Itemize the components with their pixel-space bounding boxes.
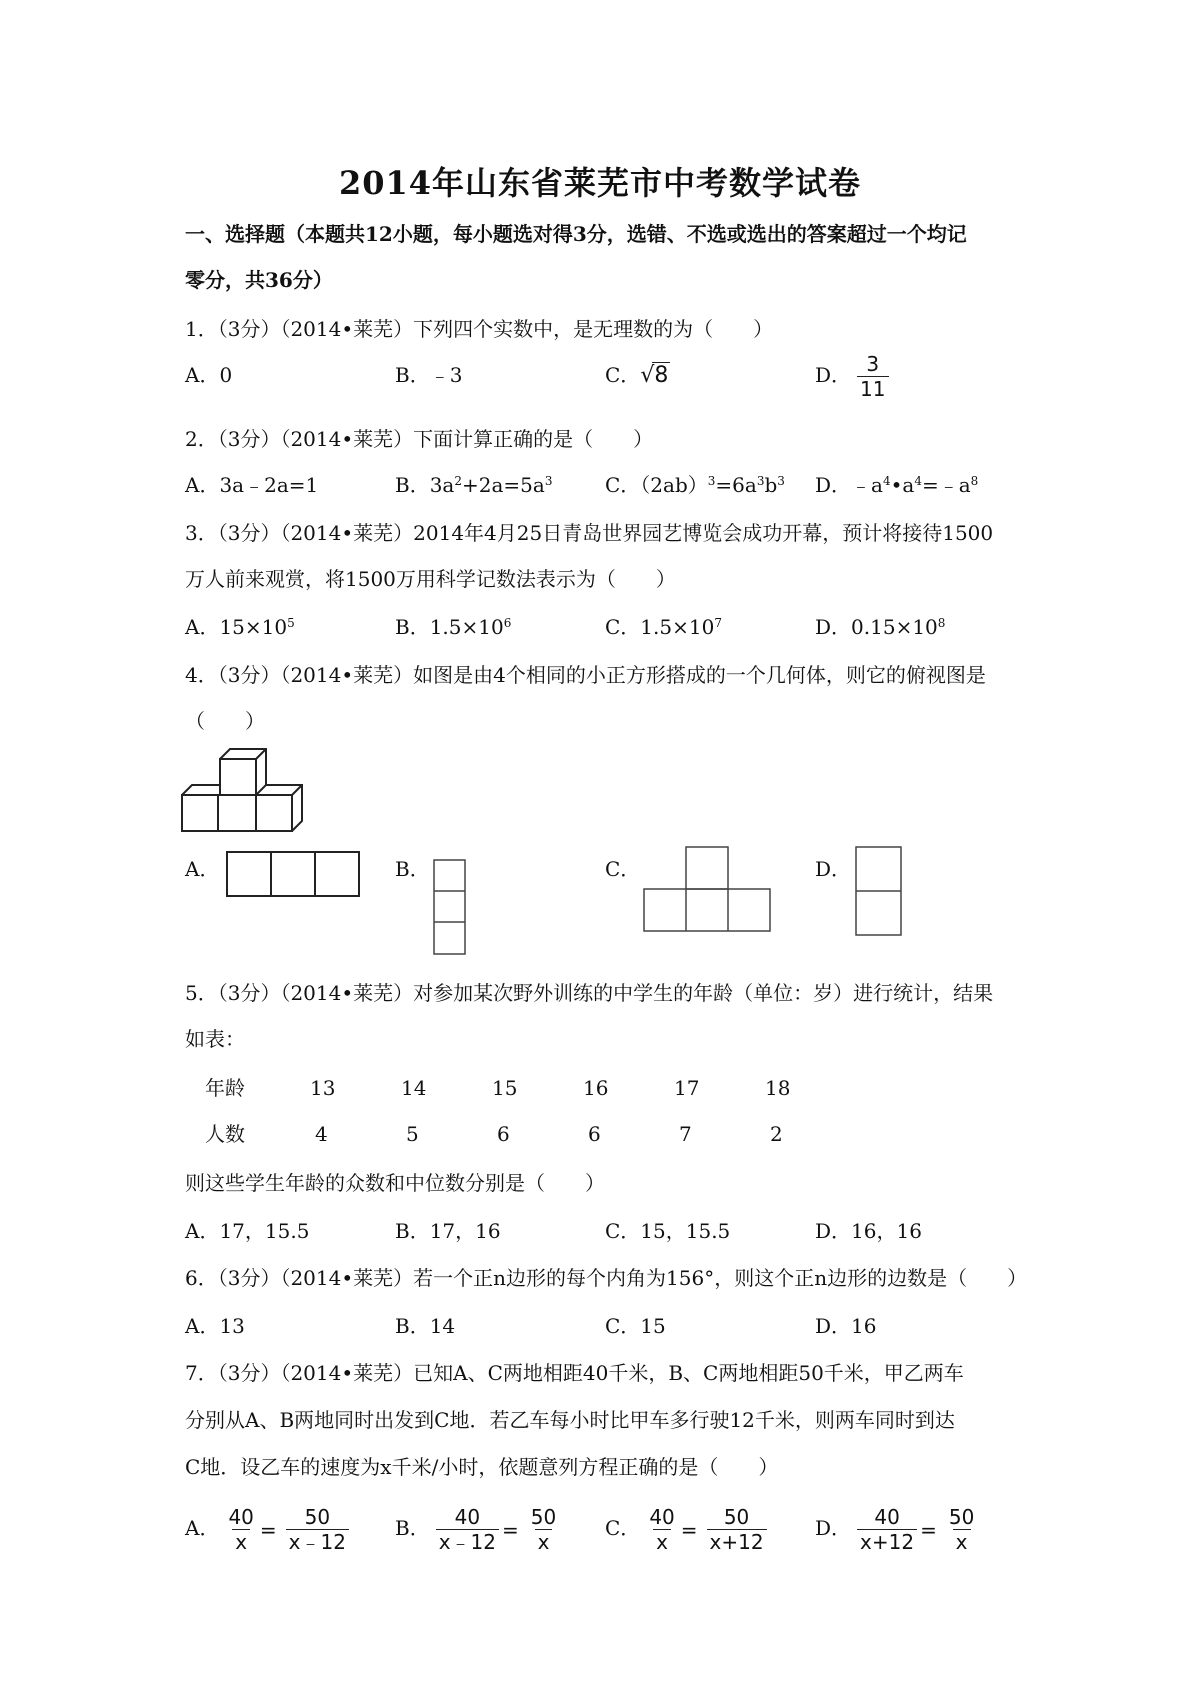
fraction xyxy=(857,1505,917,1554)
table-cell: 17 xyxy=(674,1076,700,1100)
option-b: B．17，16 xyxy=(395,1219,501,1243)
fraction xyxy=(436,1505,499,1554)
table-cell: 5 xyxy=(406,1122,419,1146)
question-2-options xyxy=(185,462,1065,508)
figure-bottom-row xyxy=(644,889,770,931)
numerator: 40 xyxy=(228,1505,254,1529)
numerator: 50 xyxy=(948,1505,975,1529)
text: B．1.5×10 xyxy=(395,615,504,639)
sqrt-radicand: 8 xyxy=(654,363,669,388)
question-3-line-2: 万人前来观赏，将1500万用科学记数法表示为（ ） xyxy=(185,567,676,591)
table-cell: 6 xyxy=(497,1122,510,1146)
option-c xyxy=(605,462,785,508)
question-7-line-1: 7．（3分）（2014•莱芜）已知A、C两地相距40千米，B、C两地相距50千米，甲乙两车 xyxy=(185,1361,964,1385)
sqrt-expression: √8 xyxy=(640,363,669,388)
option-c xyxy=(605,1498,767,1560)
figure-outline xyxy=(434,860,465,954)
option-b xyxy=(395,462,552,508)
table-cell: 15 xyxy=(492,1076,518,1100)
cube-bottom-left xyxy=(182,795,218,831)
text: •a xyxy=(890,473,915,497)
question-2-text: 2．（3分）（2014•莱芜）下面计算正确的是（ ） xyxy=(185,427,654,451)
numerator: 50 xyxy=(304,1505,331,1529)
question-4-line-2: （ ） xyxy=(185,709,265,733)
figure-top-square xyxy=(686,847,728,889)
numerator: 40 xyxy=(649,1505,675,1529)
option-d: D．16 xyxy=(815,1314,877,1338)
option-c: C．15，15.5 xyxy=(605,1219,731,1243)
numerator: 40 xyxy=(874,1505,900,1529)
table-cell: 18 xyxy=(765,1076,791,1100)
question-4-line-1: 4．（3分）（2014•莱芜）如图是由4个相同的小正方形搭成的一个几何体，则它的俯视图是 xyxy=(185,663,986,687)
option-a xyxy=(185,1498,349,1560)
exponent: 3 xyxy=(544,474,553,488)
option-d xyxy=(815,352,889,401)
cube-right-depth xyxy=(266,785,302,831)
question-7-options xyxy=(185,1498,1065,1558)
fraction xyxy=(528,1505,559,1554)
table-cell: 16 xyxy=(583,1076,609,1100)
cube-top-edge xyxy=(256,749,266,759)
denominator: x﹣12 xyxy=(286,1529,349,1554)
question-5-options xyxy=(185,1208,1065,1254)
question-1-text: 1．（3分）（2014•莱芜）下列四个实数中，是无理数的为（ ） xyxy=(185,317,774,341)
exponent: 6 xyxy=(503,616,512,630)
equals-sign: = xyxy=(259,1517,277,1542)
cube-bottom-right xyxy=(256,795,292,831)
question-7-line-3: C地．设乙车的速度为x千米/小时，依题意列方程正确的是（ ） xyxy=(185,1455,779,1479)
option-a-figure xyxy=(226,850,360,900)
option-c: C． xyxy=(605,857,641,881)
denominator: x+12 xyxy=(707,1529,767,1554)
fraction xyxy=(286,1505,349,1554)
cube-top-front xyxy=(220,759,256,795)
section-heading-1: 一、选择题（本题共12小题，每小题选对得3分，选错、不选或选出的答案超过一个均记 xyxy=(185,222,967,246)
denominator: x xyxy=(535,1529,553,1554)
option-d: D． xyxy=(815,857,852,881)
text: =﹣a xyxy=(921,473,971,497)
option-b: B．14 xyxy=(395,1314,456,1338)
text: D．﹣a xyxy=(815,473,883,497)
text: A．15×10 xyxy=(185,615,288,639)
equation xyxy=(640,1500,766,1560)
table-row-counts xyxy=(205,1114,905,1154)
option-label: A． xyxy=(185,1516,220,1540)
option-d-label: D． xyxy=(815,363,852,387)
denominator: x+12 xyxy=(857,1529,917,1554)
option-d: D．16，16 xyxy=(815,1219,922,1243)
option-b xyxy=(395,1498,559,1560)
option-b: B．﹣3 xyxy=(395,363,463,387)
table-cell: 4 xyxy=(315,1122,328,1146)
exponent: 4 xyxy=(914,474,922,488)
equals-sign: = xyxy=(502,1517,519,1542)
table-row-ages xyxy=(205,1068,905,1108)
exponent: 7 xyxy=(714,616,722,630)
option-d-figure xyxy=(855,845,903,937)
question-7-line-2: 分别从A、B两地同时出发到C地．若乙车每小时比甲车多行驶12千米，则两车同时到达 xyxy=(185,1408,955,1432)
page-title: 2014年山东省莱芜市中考数学试卷 xyxy=(338,164,862,202)
option-label: C． xyxy=(605,1516,641,1540)
fraction xyxy=(225,1505,256,1554)
question-1-options xyxy=(185,352,1065,401)
numerator: 50 xyxy=(723,1505,750,1529)
exponent: 3 xyxy=(707,474,716,488)
numerator: 3 xyxy=(866,352,880,376)
cube-left-depth xyxy=(182,785,220,795)
question-5-line-1: 5．（3分）（2014•莱芜）对参加某次野外训练的中学生的年龄（单位：岁）进行统计，结果 xyxy=(185,981,994,1005)
exponent: 2 xyxy=(454,474,462,488)
text: =6a xyxy=(715,473,757,497)
cube-bottom-middle xyxy=(218,795,256,831)
fraction xyxy=(857,352,888,401)
option-c-label: C． xyxy=(605,363,641,387)
table-cell: 13 xyxy=(310,1076,336,1100)
text: b xyxy=(764,473,778,497)
fraction xyxy=(707,1505,767,1554)
option-b-figure xyxy=(433,858,467,958)
table-cell: 2 xyxy=(770,1122,783,1146)
question-6-options xyxy=(185,1303,1065,1349)
solid-figure xyxy=(180,745,320,845)
option-a: A． xyxy=(185,857,220,881)
question-5-line-2: 如表： xyxy=(185,1027,245,1051)
equals-sign: = xyxy=(920,1517,937,1542)
text: C．（2ab） xyxy=(605,473,708,497)
option-b: B． xyxy=(395,857,430,881)
exponent: 3 xyxy=(756,474,765,488)
fraction xyxy=(646,1505,677,1554)
exponent: 8 xyxy=(937,616,946,630)
option-c-figure xyxy=(643,845,771,935)
option-a: A．0 xyxy=(185,363,233,387)
cube-right-edge xyxy=(292,785,302,795)
option-a: A．17，15.5 xyxy=(185,1219,310,1243)
text: B．3a xyxy=(395,473,455,497)
question-3-options xyxy=(185,604,1065,650)
option-a: A．13 xyxy=(185,1314,245,1338)
section-heading-2: 零分，共36分） xyxy=(185,268,333,292)
equation xyxy=(851,1500,977,1560)
table-cell: 6 xyxy=(588,1122,601,1146)
option-a xyxy=(185,604,295,650)
numerator: 50 xyxy=(530,1505,557,1529)
question-3-line-1: 3．（3分）（2014•莱芜）2014年4月25日青岛世界园艺博览会成功开幕，预计将接待1500 xyxy=(185,521,994,545)
table-cell: 14 xyxy=(401,1076,427,1100)
question-6-text: 6．（3分）（2014•莱芜）若一个正n边形的每个内角为156°，则这个正n边形的边数是（ ） xyxy=(185,1266,1028,1290)
option-a: A．3a﹣2a=1 xyxy=(185,473,319,497)
denominator: x xyxy=(953,1529,971,1554)
option-b xyxy=(395,604,511,650)
text: C．1.5×10 xyxy=(605,615,715,639)
denominator: x﹣12 xyxy=(436,1529,499,1554)
figure-outline xyxy=(227,852,359,896)
denominator: 11 xyxy=(857,376,888,401)
option-label: D． xyxy=(815,1516,852,1540)
option-c: C．15 xyxy=(605,1314,666,1338)
option-d xyxy=(815,1498,977,1560)
table-cell: 7 xyxy=(679,1122,692,1146)
equation xyxy=(219,1500,349,1560)
denominator: x xyxy=(232,1529,250,1554)
option-c xyxy=(605,604,722,650)
text: D．0.15×10 xyxy=(815,615,938,639)
exponent: 8 xyxy=(970,474,979,488)
option-d xyxy=(815,462,978,508)
table-header: 年龄 xyxy=(205,1076,245,1100)
text: +2a=5a xyxy=(462,473,545,497)
table-header: 人数 xyxy=(205,1122,245,1146)
option-c xyxy=(605,352,670,399)
equals-sign: = xyxy=(680,1517,698,1542)
denominator: x xyxy=(653,1529,671,1554)
exponent: 3 xyxy=(777,474,785,488)
question-5-line-3: 则这些学生年龄的众数和中位数分别是（ ） xyxy=(185,1171,605,1195)
exponent: 5 xyxy=(287,616,295,630)
exponent: 4 xyxy=(882,474,891,488)
option-label: B． xyxy=(395,1516,430,1540)
fraction xyxy=(946,1505,977,1554)
numerator: 40 xyxy=(454,1505,481,1529)
option-d xyxy=(815,604,945,650)
equation xyxy=(430,1500,560,1560)
